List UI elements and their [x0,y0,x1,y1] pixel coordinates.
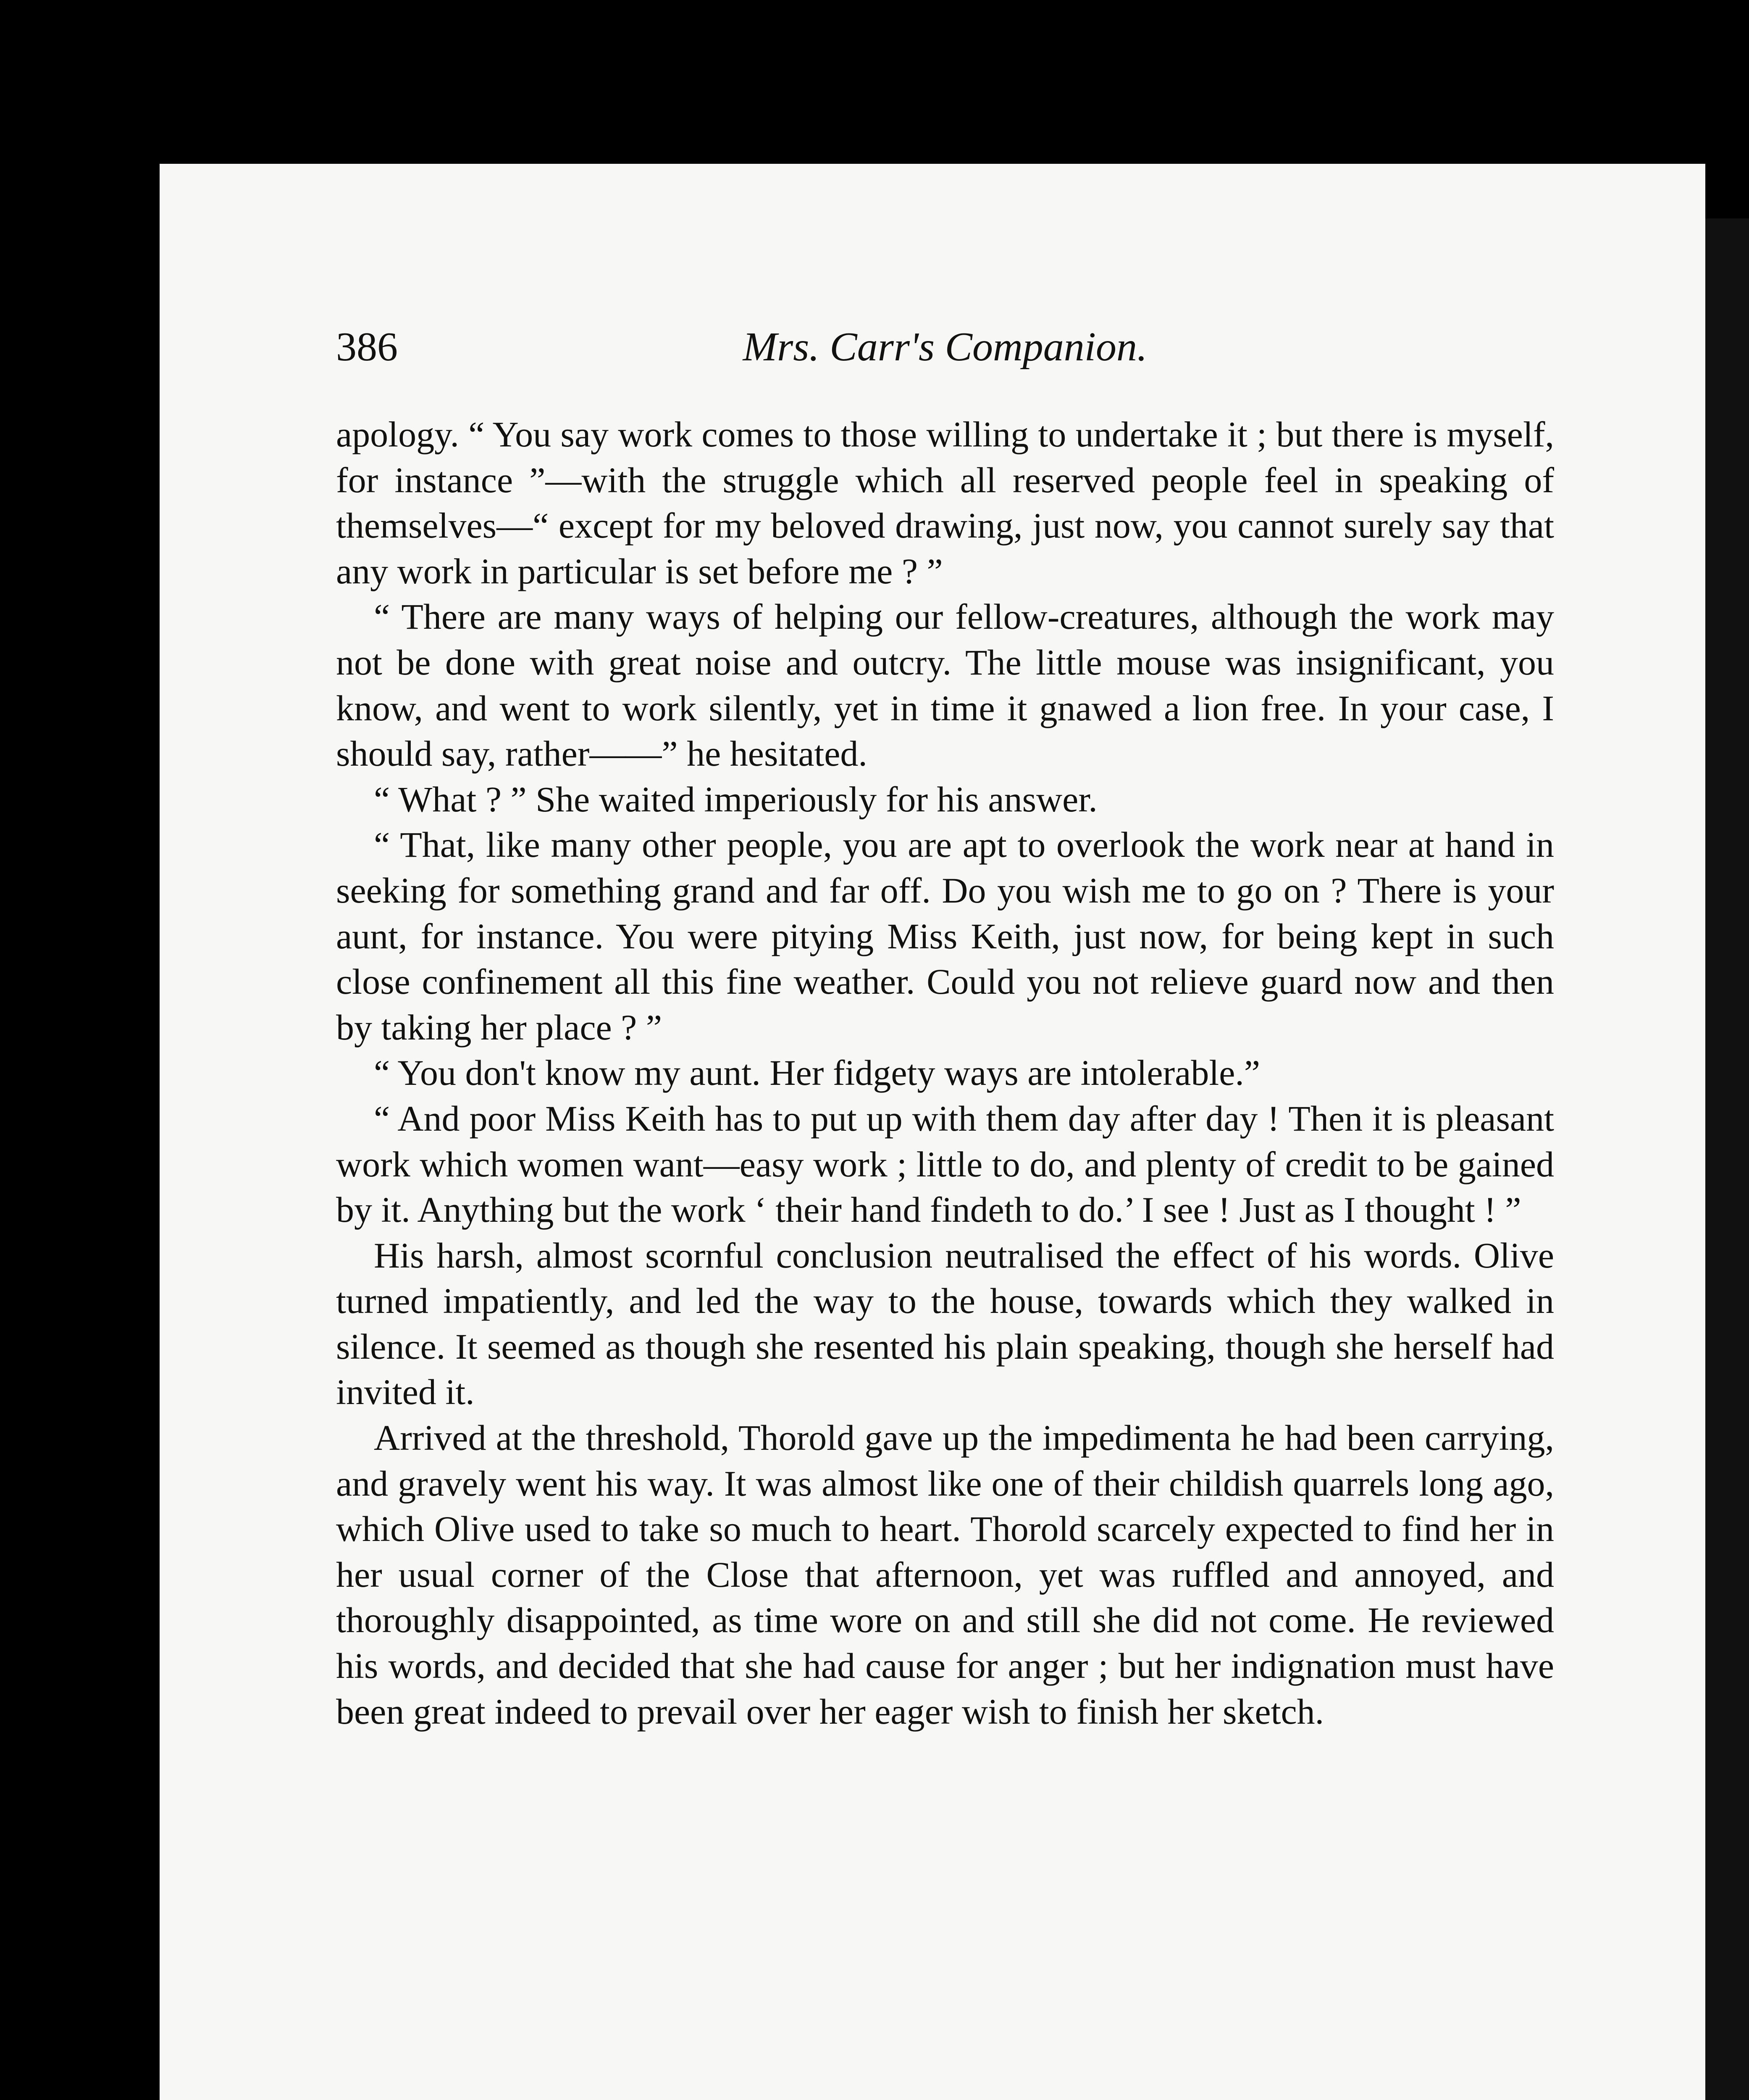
paragraph: “ That, like many other people, you are apt to overlook the work near at hand in seeking for something grand and far off. Do you wish me to go on ? There is your aunt, for instance. You were pitying Miss Keith, just now, for being kept in such close confinement all this fine weather. Could you not relieve guard now and then by taking her place ? ” [336,824,1554,1047]
paragraph: “ You don't know my aunt. Her fidgety ways are intolerable.” [374,1053,1261,1093]
page-header [336,323,1554,382]
paragraph: “ And poor Miss Keith has to put up with them day after day ! Then it is pleasant work which women want—easy work ; little to do, and plenty of credit to be gained by it. Anything but the work ‘ their hand findeth to do.’ I see ! Just as I thought ! ” [336,1098,1554,1230]
body-text [336,412,1554,1734]
paragraph: “ What ? ” She waited imperiously for his answer. [374,779,1098,819]
running-title: Mrs. Carr's Companion. [743,324,1148,370]
paragraph: His harsh, almost scornful conclusion neutralised the effect of his words. Olive turned impatiently, and led the way to the house, towards which they walked in silence. It seemed as though she resented his plain speaking, though she herself had invited it. [336,1235,1554,1412]
paragraph: apology. “ You say work comes to those willing to undertake it ; but there is myself, for instance ”—with the struggle which all reserved people feel in speaking of themselves—“ except for my beloved drawing, just now, you cannot surely say that any work in particular is set before me ? ” [336,414,1554,591]
paragraph: Arrived at the threshold, Thorold gave up the impedimenta he had been carrying, and gravely went his way. It was almost like one of their childish quarrels long ago, which Olive used to take so much to heart. Thorold scarcely expected to find her in her usual corner of the Close that afternoon, yet was ruffled and annoyed, and thoroughly disappointed, as time wore on and still she did not come. He reviewed his words, and decided that she had cause for anger ; but her indignation must have been great indeed to prevail over her eager wish to finish her sketch. [336,1418,1554,1732]
adjacent-page-edge [1705,218,1749,2100]
page-number: 386 [336,324,398,370]
paragraph: “ There are many ways of helping our fellow-creatures, although the work may not be done with great noise and outcry. The little mouse was insignificant, you know, and went to work silently, yet in time it gnawed a lion free. In your case, I should say, rather——” he hesitated. [336,596,1554,774]
